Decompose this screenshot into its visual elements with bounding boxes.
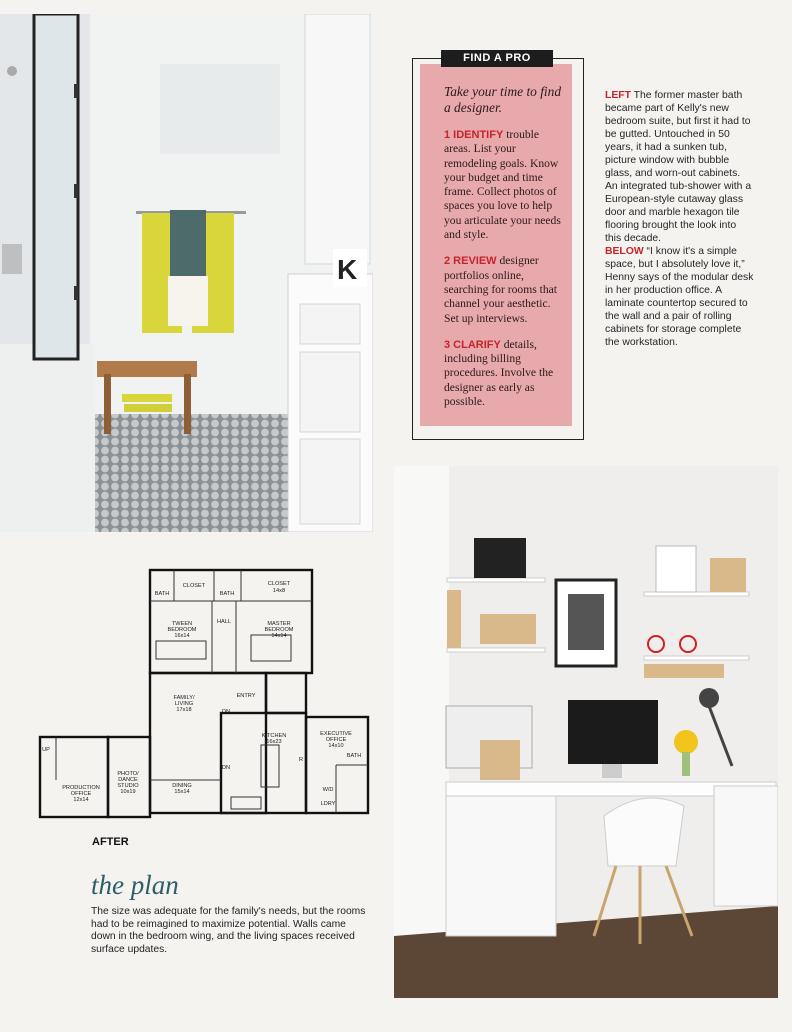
room-prod-2: OFFICE	[70, 791, 92, 797]
room-ldry: LDRY	[320, 801, 336, 807]
room-dining-size: 15x14	[174, 789, 190, 795]
floor-plan	[36, 565, 376, 827]
room-master-2: BEDROOM	[264, 627, 294, 633]
room-exec: EXECUTIVE	[320, 731, 352, 737]
step-review	[444, 254, 568, 325]
after-label: AFTER	[92, 836, 129, 848]
caption-below-label: BELOW	[605, 246, 644, 257]
room-wd: W/D	[322, 787, 334, 793]
room-exec-size: 14x10	[328, 743, 344, 749]
room-family-2: LIVING	[174, 701, 194, 707]
room-kitchen-size: 16x23	[266, 739, 282, 745]
step-text: trouble areas. List your remodeling goals. Know your budget and time frame. Collect photos of spaces you love to help you articulate your needs and style.	[444, 128, 561, 242]
room-family-size: 17x18	[176, 707, 192, 713]
step-text: designer portfolios online, searching for rooms that channel your aesthetic. Set up interviews.	[444, 254, 558, 325]
room-dn-2: DN	[221, 765, 231, 771]
room-photo-3: STUDIO	[117, 783, 139, 789]
plan-body: The size was adequate for the family's needs, but the rooms had to be reimagined to maximize potential. Walls came down in the bedroom wing, and the living spaces received surface updates.	[91, 906, 366, 955]
room-photo: PHOTO/	[117, 771, 139, 777]
k-sign-letter: K	[337, 254, 358, 285]
room-hall: HALL	[217, 619, 231, 625]
find-a-pro-content	[444, 84, 568, 421]
room-tween-size: 16x14	[174, 633, 190, 639]
room-exec-2: OFFICE	[325, 737, 347, 743]
step-label: 3 CLARIFY	[444, 338, 501, 351]
room-dn-1: DN	[221, 709, 231, 715]
room-closet-1: CLOSET	[182, 583, 206, 589]
caption-below-text: “I know it's a simple space, but I absolutely love it,” Henny says of the modular desk in her production office. A laminate countertop secured to the wall and a pair of rolling cabinets for storage complete the workstation.	[605, 246, 754, 348]
step-text: details, including billing procedures. Involve the designer as early as possible.	[444, 337, 554, 409]
room-kitchen: KITCHEN	[261, 733, 287, 739]
caption-left	[605, 89, 755, 245]
caption-left-text: The former master bath became part of Kelly's new bedroom suite, but first it had to be gutted. Untouched in 50 years, it had a sunken tub, picture window with bubble glass, and worn-out cabinets. An integrated tub-shower with a European-style cutaway glass door and marble hexagon tile flooring brought the look into this decade.	[605, 90, 752, 244]
room-tween: TWEEN	[171, 621, 193, 627]
caption-left-label: LEFT	[605, 90, 631, 101]
room-family: FAMILY/	[173, 695, 195, 701]
room-bath-2: BATH	[219, 591, 235, 597]
room-master: MASTER	[267, 621, 291, 627]
office-illustration	[394, 466, 778, 998]
room-r: R	[298, 757, 304, 763]
find-a-pro-tab: FIND A PRO	[441, 50, 553, 67]
room-dining: DINING	[172, 783, 192, 789]
caption-below	[605, 245, 755, 349]
photo-captions	[605, 89, 755, 349]
step-identify	[444, 128, 568, 242]
room-bath-1: BATH	[154, 591, 170, 597]
room-photo-2: DANCE	[118, 777, 138, 783]
room-closet-2-size: 14x8	[272, 588, 286, 594]
step-label: 2 REVIEW	[444, 255, 497, 268]
find-a-pro-title: Take your time to find a designer.	[444, 84, 562, 115]
room-up: UP	[42, 747, 50, 753]
room-master-size: 14x14	[271, 633, 287, 639]
bathroom-photo	[0, 14, 373, 532]
room-photo-size: 10x19	[120, 789, 136, 795]
room-tween-2: BEDROOM	[167, 627, 197, 633]
office-photo	[394, 466, 778, 998]
plan-title: the plan	[91, 870, 179, 900]
room-bath-3: BATH	[346, 753, 362, 759]
room-prod-size: 12x14	[73, 797, 89, 803]
room-prod: PRODUCTION	[62, 785, 100, 791]
bathroom-illustration	[0, 14, 373, 532]
room-entry: ENTRY	[236, 693, 256, 699]
step-label: 1 IDENTIFY	[444, 129, 504, 141]
step-clarify	[444, 338, 568, 409]
room-closet-2: CLOSET	[267, 581, 291, 587]
